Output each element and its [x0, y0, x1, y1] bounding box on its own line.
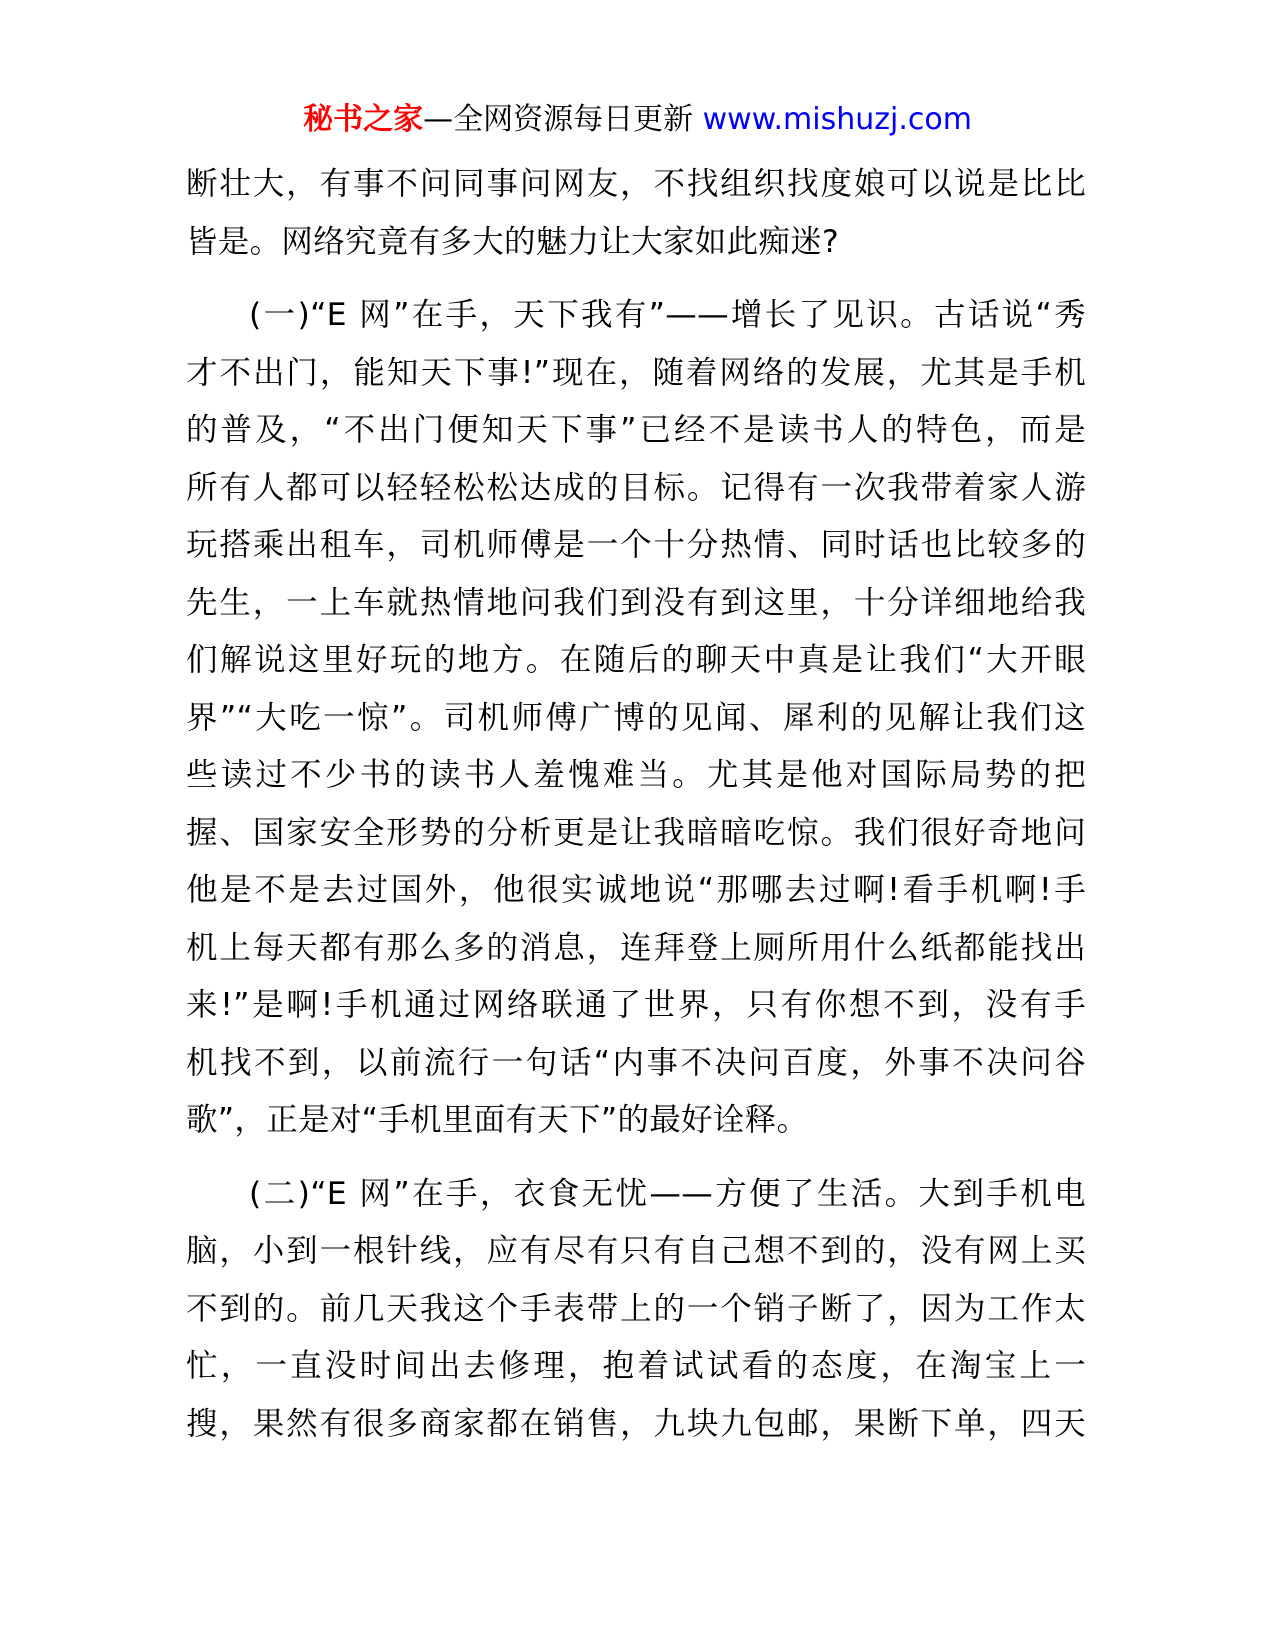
header-tagline: —全网资源每日更新	[423, 102, 703, 137]
text-line: 皆是。网络究竟有多大的魅力让大家如此痴迷?	[186, 223, 840, 260]
text-line: 握、国家安全形势的分析更是让我暗暗吃惊。我们很好奇地问	[186, 814, 1086, 851]
text-line: 他是不是去过国外，他很实诚地说“那哪去过啊!看手机啊!手	[186, 872, 1086, 908]
text-line: 的普及，“不出门便知天下事”已经不是读书人的特色，而是	[186, 412, 1086, 448]
paragraph-continuation	[186, 156, 1086, 271]
text-line: 些读过不少书的读书人羞愧难当。尤其是他对国际局势的把	[186, 757, 1086, 793]
text-line: 脑，小到一根针线，应有尽有只有自己想不到的，没有网上买	[186, 1233, 1086, 1269]
text-line: 断壮大，有事不问同事问网友，不找组织找度娘可以说是比比	[186, 166, 1086, 202]
text-line: 不到的。前几天我这个手表带上的一个销子断了，因为工作太	[186, 1290, 1086, 1327]
text-line: 先生，一上车就热情地问我们到没有到这里，十分详细地给我	[186, 584, 1086, 621]
page-header	[0, 98, 1275, 142]
text-line: 搜，果然有很多商家都在销售，九块九包邮，果断下单，四天	[186, 1405, 1086, 1442]
text-line: 们解说这里好玩的地方。在随后的聊天中真是让我们“大开眼	[186, 642, 1086, 678]
text-line: 才不出门，能知天下事!”现在，随着网络的发展，尤其是手机	[186, 354, 1086, 391]
paragraph-section-one	[186, 287, 1086, 1150]
document-body	[186, 156, 1086, 1469]
text-line: 界”“大吃一惊”。司机师傅广博的见闻、犀利的见解让我们这	[186, 699, 1086, 736]
text-line: 来!”是啊!手机通过网络联通了世界，只有你想不到，没有手	[186, 987, 1086, 1023]
text-line: 忙，一直没时间出去修理，抱着试试看的态度，在淘宝上一	[186, 1348, 1086, 1384]
text-line: 玩搭乘出租车，司机师傅是一个十分热情、同时话也比较多的	[186, 527, 1086, 563]
text-line: (一)“E 网”在手，天下我有”——增长了见识。古话说“秀	[249, 297, 1086, 333]
text-line: 机找不到，以前流行一句话“内事不决问百度，外事不决问谷	[186, 1044, 1086, 1081]
text-line: 所有人都可以轻轻松松达成的目标。记得有一次我带着家人游	[186, 469, 1086, 506]
text-line: 机上每天都有那么多的消息，连拜登上厕所用什么纸都能找出	[186, 929, 1086, 966]
header-brand: 秘书之家	[303, 102, 424, 137]
text-line: 歌”，正是对“手机里面有天下”的最好诠释。	[186, 1102, 809, 1138]
text-line: (二)“E 网”在手，衣食无忧——方便了生活。大到手机电	[249, 1175, 1086, 1212]
header-url-link[interactable]: www.mishuzj.com	[702, 102, 972, 137]
paragraph-section-two	[186, 1166, 1086, 1454]
